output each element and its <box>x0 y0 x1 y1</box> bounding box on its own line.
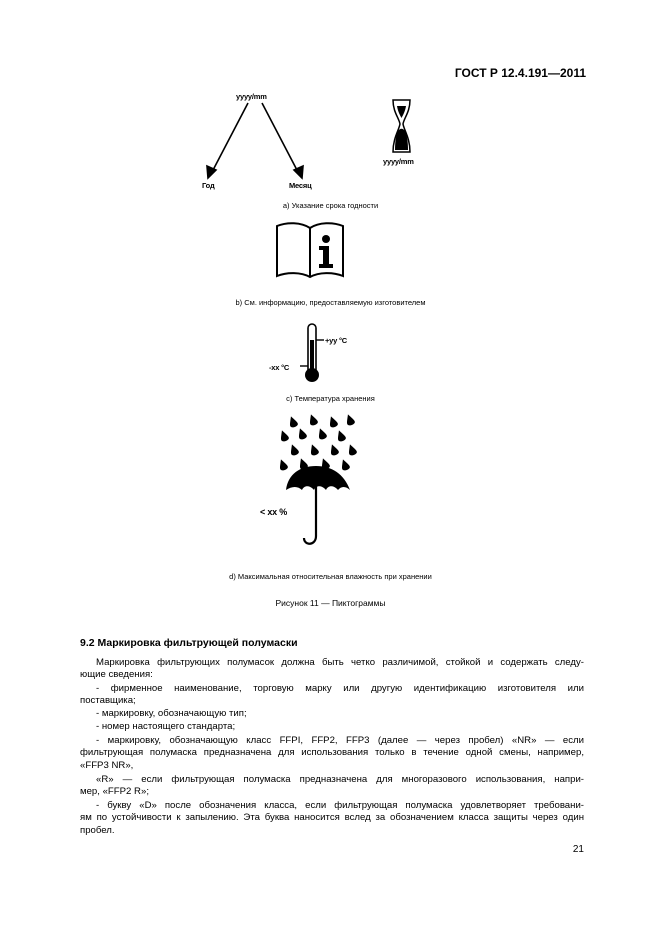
caption-d: d) Максимальная относительная влажность при хранении <box>229 572 432 581</box>
info-book-icon <box>275 222 345 278</box>
page-number: 21 <box>572 844 584 855</box>
hourglass-date-label: yyyy/mm <box>383 157 414 166</box>
month-label: Месяц <box>289 181 312 190</box>
caption-a: a) Указание срока годности <box>282 201 379 210</box>
thermometer-icon <box>300 322 330 384</box>
text-line-13: ям по устойчивости к запылению. Эта буква наносится вслед за обозначением класса защиты через один <box>80 812 584 823</box>
caption-c: c) Температура хранения <box>286 394 375 403</box>
text-line-11: мер, «FFP2 R»; <box>80 786 149 797</box>
humidity-label: < xx % <box>260 507 288 517</box>
text-line-9: «FFP3 NR», <box>80 760 134 771</box>
info-dot <box>322 235 330 243</box>
text-line-4: поставщика; <box>80 695 136 706</box>
text-line-10: «R» — если фильтрующая полумаска предназначена для многоразового использования, напри- <box>96 774 584 785</box>
text-line-5: - маркировку, обозначающую тип; <box>96 708 247 719</box>
umbrella-rain-icon <box>270 416 360 552</box>
text-line-7: - маркировку, обозначающую класс FFPI, FFP2, FFP3 (далее — через пробел) «NR» — если <box>96 735 584 746</box>
min-temperature-label: -xx °C <box>269 363 290 372</box>
arrow-to-month <box>262 103 298 172</box>
text-line-14: пробел. <box>80 825 115 836</box>
caption-b: b) См. информацию, предоставляемую изготовителем <box>235 298 426 307</box>
raindrops <box>277 413 357 471</box>
text-line-2: ющие сведения: <box>80 669 153 680</box>
document-header: ГОСТ Р 12.4.191—2011 <box>454 66 586 80</box>
umbrella-handle <box>304 536 316 544</box>
text-line-8: фильтрующая полумаска предназначена для использования только в течение одной смены, например, <box>80 747 584 758</box>
text-line-3: - фирменное наименование, торговую марку или другую идентификацию изготовителя или <box>96 683 584 694</box>
hourglass-icon <box>390 98 414 154</box>
max-temperature-label: +yy °C <box>325 336 348 345</box>
text-line-12: - букву «D» после обозначения класса, если фильтрующая полумаска удовлетворяет требовани- <box>96 800 584 811</box>
text-line-1: Маркировка фильтрующих полумасок должна быть четко различимой, стойкой и содержать следу- <box>96 657 584 668</box>
figure-title: Рисунок 11 — Пиктограммы <box>275 598 386 608</box>
date-format-label: yyyy/mm <box>236 92 267 101</box>
text-line-6: - номер настоящего стандарта; <box>96 721 236 732</box>
arrow-to-year <box>212 103 248 172</box>
section-heading: 9.2 Маркировка фильтрующей полумаски <box>80 637 298 649</box>
umbrella-canopy <box>286 466 350 490</box>
year-label: Год <box>202 181 215 190</box>
